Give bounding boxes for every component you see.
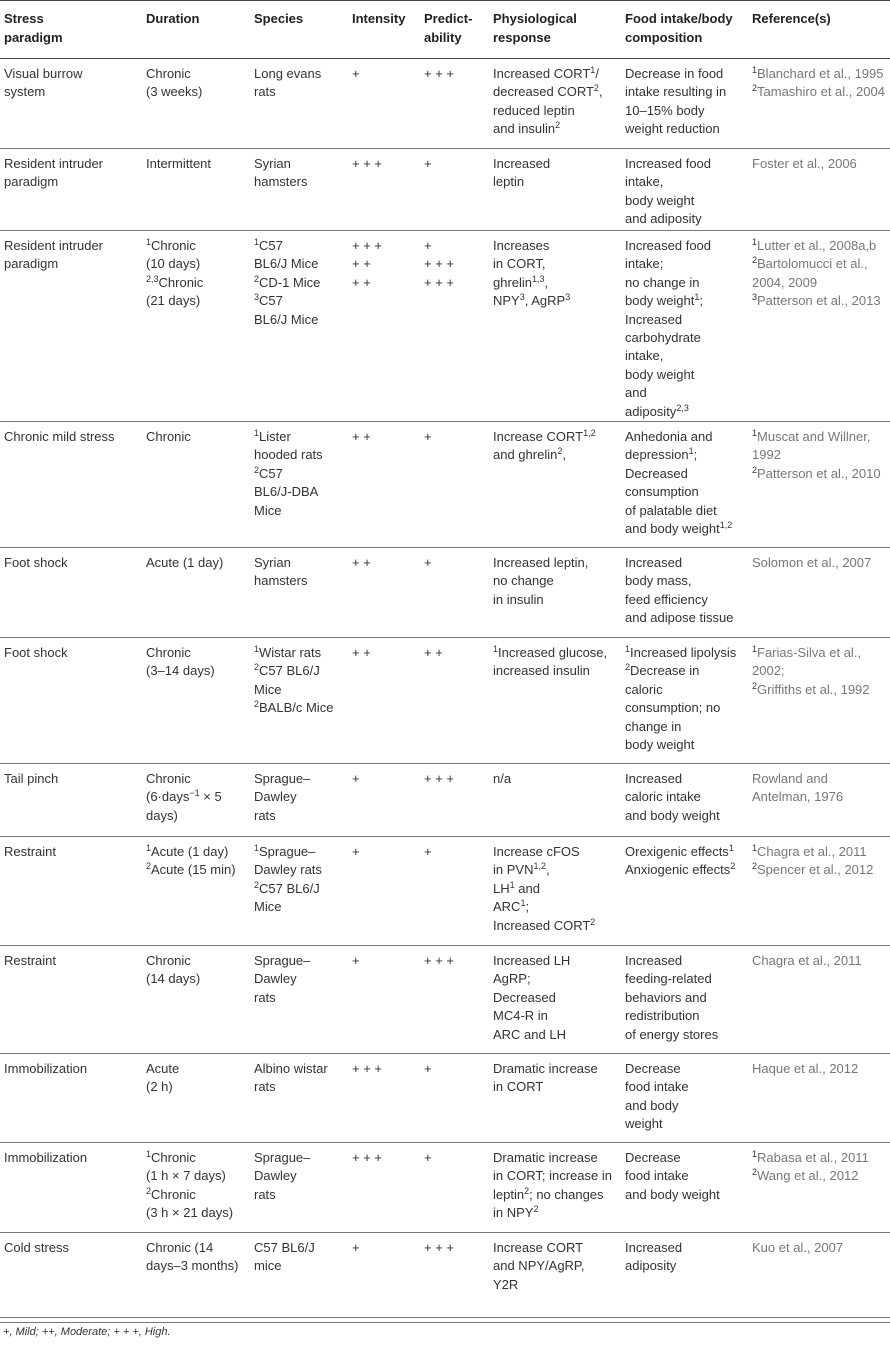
cell-food-intake: Increased adiposity [625, 1240, 683, 1274]
cell-intensity: + + + [352, 156, 382, 171]
cell-physiological-response: Increase CORT$^{1,2}$ and ghrelin$^2$, [493, 428, 596, 463]
cell-stress-paradigm: Chronic mild stress [4, 429, 115, 444]
cell-references: Rowland and Antelman, 1976 [752, 771, 844, 805]
table-row [0, 946, 890, 1054]
cell-intensity: + + + [352, 1061, 382, 1076]
cell-predictability: + [424, 156, 432, 171]
cell-duration: $^1$Chronic (1 h × 7 days) $^2$Chronic (3 h × 21 days) [146, 1149, 234, 1221]
cell-species: $^1$Sprague– Dawley rats $^2$C57 BL6/J Mice [254, 843, 322, 915]
cell-physiological-response: $^1$Increased glucose, increased insulin [493, 644, 608, 679]
table-row [0, 422, 890, 548]
cell-food-intake: Orexigenic effects$^1$ Anxiogenic effects$^2$ [625, 843, 736, 878]
header-physiological-response: Physiological response [493, 11, 577, 45]
cell-species: Sprague– Dawley rats [254, 771, 311, 823]
header-duration: Duration [146, 11, 200, 26]
cell-stress-paradigm: Tail pinch [4, 771, 59, 786]
header-predictability: Predict- ability [424, 11, 473, 45]
cell-references: Solomon et al., 2007 [752, 555, 872, 570]
cell-physiological-response: Increases in CORT, ghrelin$^{1,3}$, NPY$^3$, AgRP$^3$ [493, 238, 571, 309]
cell-predictability: + [424, 1150, 432, 1165]
cell-species: Long evans rats [254, 66, 322, 100]
cell-duration: $^1$Acute (1 day) $^2$Acute (15 min) [146, 843, 236, 878]
cell-physiological-response: Increased LH AgRP; Decreased MC4-R in ARC and LH [493, 953, 571, 1042]
cell-duration: $^1$Chronic (10 days) $^{2,3}$Chronic (21 days) [146, 237, 204, 309]
cell-duration: Chronic (6·days$^{-1}$ × 5 days) [146, 771, 222, 823]
table-row [0, 1233, 890, 1323]
cell-references: Haque et al., 2012 [752, 1061, 859, 1076]
cell-species: Syrian hamsters [254, 555, 308, 589]
cell-intensity: + + + [352, 1150, 382, 1165]
cell-food-intake: Increased food intake, body weight and adiposity [625, 156, 712, 227]
cell-references: $^1$Lutter et al., 2008a,b $^2$Bartolomucci et al., 2004, 2009 $^3$Patterson et al., 2013 [752, 237, 881, 309]
cell-physiological-response: Increased leptin [493, 156, 551, 190]
cell-predictability: + + [424, 645, 443, 660]
cell-stress-paradigm: Immobilization [4, 1150, 88, 1165]
cell-intensity: + + [352, 429, 371, 444]
table-row [0, 1054, 890, 1143]
cell-duration: Chronic (14 days–3 months) [146, 1240, 239, 1274]
cell-predictability: + + + [424, 771, 454, 786]
cell-physiological-response: Increased leptin, no change in insulin [493, 555, 589, 607]
cell-stress-paradigm: Resident intruder paradigm [4, 238, 103, 272]
cell-species: $^1$Wistar rats $^2$C57 BL6/J Mice $^2$BALB/c Mice [254, 644, 334, 716]
cell-physiological-response: n/a [493, 771, 512, 786]
cell-intensity: + [352, 771, 360, 786]
header-intensity: Intensity [352, 11, 406, 26]
table-row [0, 638, 890, 764]
table-row [0, 1143, 890, 1233]
cell-species: Sprague– Dawley rats [254, 953, 311, 1005]
cell-food-intake: $^1$Increased lipolysis $^2$Decrease in caloric consumption; no change in body weight [625, 644, 737, 753]
cell-duration: Chronic [146, 429, 191, 444]
table-row [0, 59, 890, 149]
cell-species: C57 BL6/J mice [254, 1240, 315, 1274]
table-row [0, 149, 890, 231]
cell-stress-paradigm: Restraint [4, 953, 57, 968]
cell-references: $^1$Chagra et al., 2011 $^2$Spencer et al., 2012 [752, 843, 874, 878]
table-footnote: +, Mild; ++, Moderate; + + +, High. [3, 1326, 171, 1338]
cell-species: $^1$C57 BL6/J Mice $^2$CD-1 Mice $^3$C57 BL6/J Mice [254, 237, 321, 327]
cell-intensity: + + [352, 555, 371, 570]
cell-species: Sprague– Dawley rats [254, 1150, 311, 1202]
cell-intensity: + + + + + + + [352, 238, 382, 290]
cell-food-intake: Decrease food intake and body weight [625, 1061, 689, 1132]
cell-species: Syrian hamsters [254, 156, 308, 190]
header-stress-paradigm: Stress paradigm [4, 11, 63, 45]
table-row [0, 548, 890, 638]
table-header-row [0, 0, 890, 59]
header-references: Reference(s) [752, 11, 831, 26]
cell-references: $^1$Rabasa et al., 2011 $^2$Wang et al., 2012 [752, 1149, 869, 1184]
cell-food-intake: Anhedonia and depression$^1$; Decreased consumption of palatable diet and body weight$^{1,2}$ [625, 429, 733, 537]
cell-food-intake: Increased food intake; no change in body weight$^1$; Increased carbohydrate intake, body weight and adiposity$^{2,3}$ [625, 238, 712, 419]
cell-predictability: + + + [424, 953, 454, 968]
cell-physiological-response: Dramatic increase in CORT [493, 1061, 598, 1095]
footnote-divider [0, 1317, 890, 1318]
cell-predictability: + + + + + + + [424, 238, 454, 290]
cell-predictability: + [424, 429, 432, 444]
cell-duration: Acute (2 h) [146, 1061, 180, 1095]
cell-predictability: + + + [424, 66, 454, 81]
cell-references: $^1$Muscat and Willner, 1992 $^2$Patterson et al., 2010 [752, 428, 881, 481]
cell-species: Albino wistar rats [254, 1061, 328, 1095]
cell-intensity: + [352, 953, 360, 968]
cell-predictability: + [424, 1061, 432, 1076]
table-row [0, 764, 890, 837]
cell-stress-paradigm: Foot shock [4, 645, 68, 660]
cell-stress-paradigm: Foot shock [4, 555, 68, 570]
cell-predictability: + [424, 844, 432, 859]
cell-species: $^1$Lister hooded rats $^2$C57 BL6/J-DBA Mice [254, 428, 323, 518]
cell-references: $^1$Farias-Silva et al., 2002; $^2$Griffiths et al., 1992 [752, 644, 870, 697]
cell-references: $^1$Blanchard et al., 1995 $^2$Tamashiro et al., 2004 [752, 65, 885, 100]
cell-food-intake: Decrease food intake and body weight [625, 1150, 720, 1202]
header-food-intake: Food intake/body composition [625, 11, 733, 45]
cell-intensity: + [352, 844, 360, 859]
cell-food-intake: Increased caloric intake and body weight [625, 771, 720, 823]
cell-stress-paradigm: Resident intruder paradigm [4, 156, 103, 190]
cell-references: Foster et al., 2006 [752, 156, 857, 171]
header-species: Species [254, 11, 304, 26]
cell-stress-paradigm: Immobilization [4, 1061, 88, 1076]
cell-duration: Chronic (14 days) [146, 953, 201, 987]
cell-intensity: + [352, 1240, 360, 1255]
cell-duration: Chronic (3–14 days) [146, 645, 215, 679]
table-row [0, 231, 890, 422]
cell-stress-paradigm: Visual burrow system [4, 66, 83, 100]
cell-physiological-response: Increase CORT and NPY/AgRP, Y2R [493, 1240, 585, 1292]
table-row [0, 837, 890, 946]
cell-intensity: + [352, 66, 360, 81]
cell-food-intake: Increased body mass, feed efficiency and adipose tissue [625, 555, 734, 626]
cell-food-intake: Decrease in food intake resulting in 10–15% body weight reduction [625, 66, 727, 137]
cell-stress-paradigm: Restraint [4, 844, 57, 859]
cell-predictability: + [424, 555, 432, 570]
cell-physiological-response: Increase cFOS in PVN$^{1,2}$, $LH^1$ and ARC$^1$; Increased CORT$^2$ [493, 844, 596, 933]
cell-physiological-response: Dramatic increase in CORT; increase in leptin$^2$; no changes in NPY$^2$ [493, 1150, 612, 1221]
table-body [0, 59, 890, 1323]
cell-duration: Intermittent [146, 156, 212, 171]
cell-stress-paradigm: Cold stress [4, 1240, 70, 1255]
cell-predictability: + + + [424, 1240, 454, 1255]
cell-intensity: + + [352, 645, 371, 660]
cell-physiological-response: Increased CORT$^1$/ decreased CORT$^2$, reduced leptin and insulin$^2$ [493, 65, 603, 137]
cell-references: Chagra et al., 2011 [752, 953, 862, 968]
cell-duration: Chronic (3 weeks) [146, 66, 203, 100]
cell-food-intake: Increased feeding-related behaviors and redistribution of energy stores [625, 953, 719, 1042]
cell-references: Kuo et al., 2007 [752, 1240, 844, 1255]
cell-duration: Acute (1 day) [146, 555, 224, 570]
